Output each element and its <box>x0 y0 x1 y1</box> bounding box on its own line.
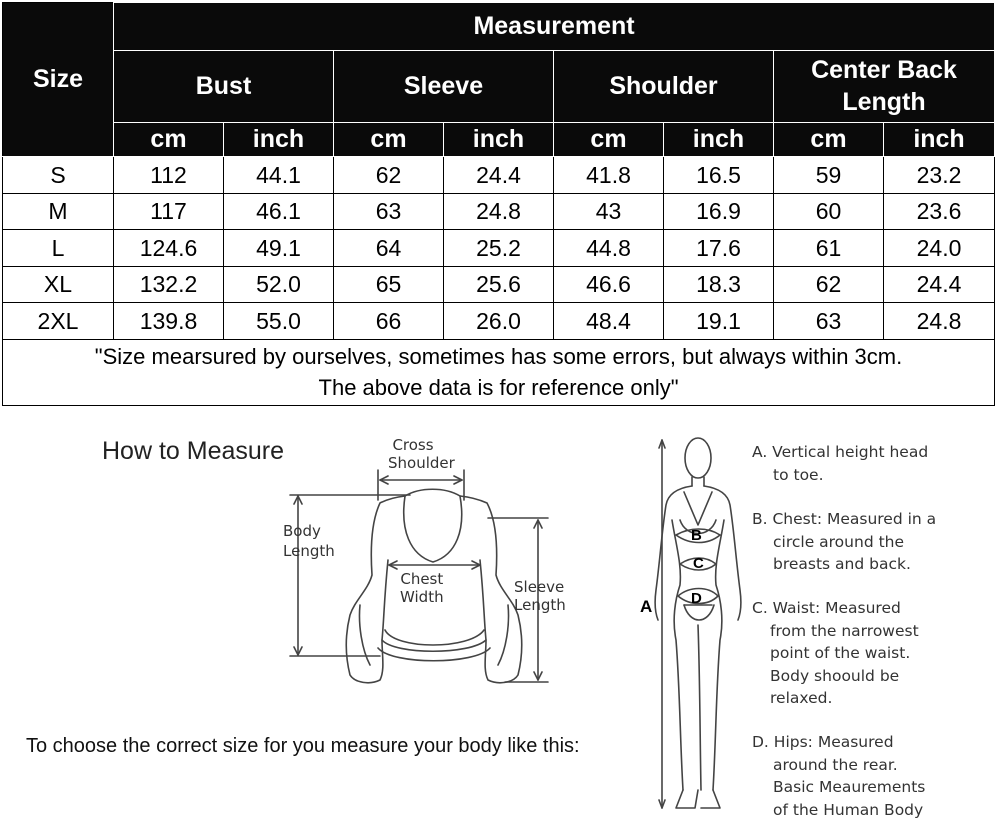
table-cell: 24.4 <box>884 266 995 303</box>
marker-d: D <box>691 590 702 607</box>
cross-shoulder-label-2: Shoulder <box>388 454 455 472</box>
size-cell: XL <box>3 266 114 303</box>
table-cell: 132.2 <box>114 266 224 303</box>
legend-item-c <box>752 597 919 710</box>
disclaimer-line-2: The above data is for reference only" <box>318 375 679 401</box>
table-cell: 23.2 <box>884 157 995 194</box>
table-cell: 24.8 <box>884 303 995 340</box>
body-figure-sketch <box>655 438 741 808</box>
legend-line: Basic Meaurements <box>773 778 926 796</box>
marker-b: B <box>691 527 702 544</box>
unit-header: inch <box>224 122 334 157</box>
table-cell: 124.6 <box>114 230 224 267</box>
table-cell: 24.4 <box>444 157 554 194</box>
legend-line: A. Vertical height head <box>752 443 929 461</box>
legend-line: point of the waist. <box>770 644 911 662</box>
unit-header: cm <box>554 122 664 157</box>
table-cell: 44.1 <box>224 157 334 194</box>
legend-item-a <box>752 441 928 486</box>
table-cell: 49.1 <box>224 230 334 267</box>
cross-shoulder-label <box>389 436 437 454</box>
unit-header: cm <box>114 122 224 157</box>
legend-line: circle around the <box>773 532 905 551</box>
size-cell: M <box>3 193 114 230</box>
instruction-text: To choose the correct size for you measure your body like this: <box>26 735 580 757</box>
unit-header: inch <box>664 122 774 157</box>
table-cell: 63 <box>774 303 884 340</box>
table-cell: 26.0 <box>444 303 554 340</box>
sleeve-length-label <box>514 578 566 614</box>
body-length-arrow <box>290 495 410 656</box>
table-cell: 112 <box>114 157 224 194</box>
legend-line: around the rear. <box>773 755 898 774</box>
legend-item-d <box>752 731 925 821</box>
table-cell: 60 <box>774 193 884 230</box>
table-cell: 25.6 <box>444 266 554 303</box>
table-cell: 19.1 <box>664 303 774 340</box>
size-cell: L <box>3 230 114 267</box>
size-header: Size <box>3 3 114 157</box>
table-cell: 18.3 <box>664 266 774 303</box>
how-to-measure-title: How to Measure <box>102 437 285 465</box>
sleeve-header: Sleeve <box>334 50 554 122</box>
table-cell: 43 <box>554 193 664 230</box>
body-length-label-line: Length <box>283 542 335 560</box>
table-cell: 23.6 <box>884 193 995 230</box>
table-cell: 25.2 <box>444 230 554 267</box>
marker-c: C <box>693 555 704 572</box>
table-cell: 24.8 <box>444 193 554 230</box>
marker-a: A <box>640 597 653 616</box>
sleeve-length-label-line: Sleeve <box>514 578 565 596</box>
table-cell: 55.0 <box>224 303 334 340</box>
table-cell: 41.8 <box>554 157 664 194</box>
body-length-label-line: Body <box>283 522 321 540</box>
legend-line: D. Hips: Measured <box>752 733 894 751</box>
center-back-length-label: Center Back Length <box>811 56 957 117</box>
unit-header: inch <box>884 122 995 157</box>
legend-line: relaxed. <box>770 689 833 707</box>
table-cell: 64 <box>334 230 444 267</box>
disclaimer-line-1: "Size mearsured by ourselves, sometimes has some errors, but always within 3cm. <box>94 344 903 370</box>
table-cell: 62 <box>774 266 884 303</box>
legend-item-b <box>752 508 936 576</box>
table-cell: 139.8 <box>114 303 224 340</box>
legend-line: C. Waist: Measured <box>752 599 901 617</box>
chest-width-label-line: Chest <box>400 570 444 588</box>
table-cell: 52.0 <box>224 266 334 303</box>
measurement-header: Measurement <box>114 3 995 51</box>
unit-header: cm <box>334 122 444 157</box>
table-cell: 65 <box>334 266 444 303</box>
table-cell: 24.0 <box>884 230 995 267</box>
legend-line: to toe. <box>773 465 824 484</box>
table-cell: 63 <box>334 193 444 230</box>
legend-line: of the Human Body <box>773 800 924 819</box>
table-cell: 48.4 <box>554 303 664 340</box>
legend-line: B. Chest: Measured in a <box>752 510 937 528</box>
table-cell: 117 <box>114 193 224 230</box>
unit-header: cm <box>774 122 884 157</box>
table-cell: 62 <box>334 157 444 194</box>
chest-width-label-line: Width <box>400 588 444 606</box>
bust-header: Bust <box>114 50 334 122</box>
legend-line: from the narrowest <box>770 621 919 640</box>
table-cell: 46.1 <box>224 193 334 230</box>
table-cell: 66 <box>334 303 444 340</box>
table-cell: 61 <box>774 230 884 267</box>
size-cell: S <box>3 157 114 194</box>
body-length-label <box>283 521 335 561</box>
legend-line: breasts and back. <box>773 555 911 573</box>
unit-header: inch <box>444 122 554 157</box>
chest-width-label <box>400 570 444 606</box>
cross-shoulder-label-line: Cross <box>392 436 434 454</box>
table-cell: 17.6 <box>664 230 774 267</box>
table-cell: 59 <box>774 157 884 194</box>
size-cell: 2XL <box>3 303 114 340</box>
legend-line: Body shoould be <box>770 666 900 685</box>
table-cell: 16.9 <box>664 193 774 230</box>
table-cell: 16.5 <box>664 157 774 194</box>
table-cell: 46.6 <box>554 266 664 303</box>
table-cell: 44.8 <box>554 230 664 267</box>
sleeve-length-label-line: Length <box>514 596 566 614</box>
shoulder-header: Shoulder <box>554 50 774 122</box>
